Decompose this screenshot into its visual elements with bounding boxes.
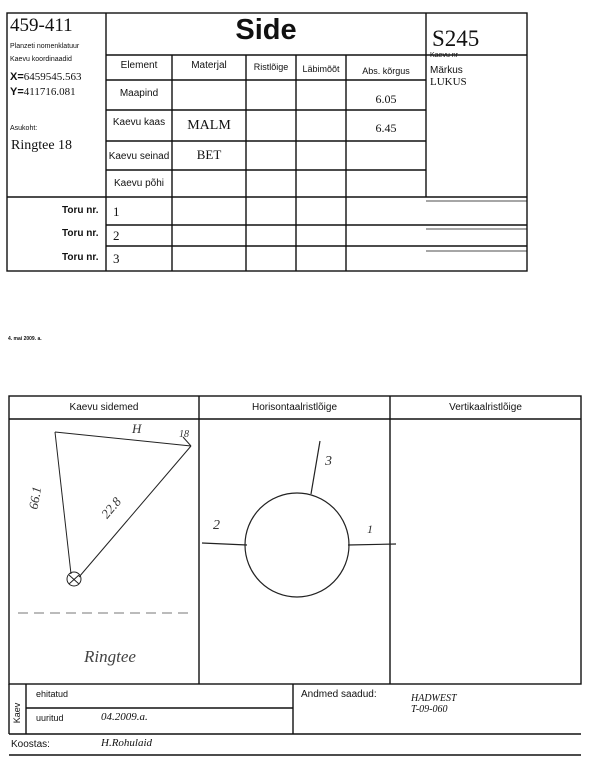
footer-side-label: Kaev [12, 702, 22, 724]
sheet-number-label: Planzeti nomenklatuur [10, 43, 80, 50]
y-coordinate: Y=411716.081 [10, 86, 76, 98]
col-diameter: Läbimõõt [302, 64, 340, 74]
data-received-value-2: T-09-060 [411, 704, 448, 715]
col-element: Element [120, 60, 158, 71]
col-cross-section: Ristlõige [253, 62, 289, 72]
location-value: Ringtee 18 [11, 138, 73, 153]
col-abs-height: Abs. kõrgus [362, 66, 410, 76]
x-coordinate: X=6459545.563 [10, 71, 82, 83]
notes-header: Märkus [430, 65, 463, 76]
pipe-label-1: Toru nr. [62, 205, 99, 216]
sketch-header-horizontal: Horisontaalristlõige [251, 402, 338, 413]
pipe-label-3: Toru nr. [62, 252, 99, 263]
compiled-label: Koostas: [11, 739, 50, 750]
row-material-2: MALM [187, 118, 231, 133]
sketch-label-side: 66.1 [25, 485, 45, 511]
surveyed-label: uuritud [36, 713, 64, 723]
horizontal-section-sketch [202, 441, 396, 597]
date-note: 4. mai 2009. a. [8, 336, 42, 342]
built-label: ehitatud [36, 689, 69, 699]
pipe-label-sketch-2: 2 [213, 518, 220, 533]
sketch-header-vertical: Vertikaalristlõige [449, 402, 522, 413]
row-abs-height-1: 6.05 [375, 92, 397, 106]
sheet-number: 459-411 [10, 15, 73, 36]
sketch-header-ties: Kaevu sidemed [69, 402, 139, 413]
pipe-number-1: 1 [113, 204, 120, 219]
well-number-label: Kaevu nr [430, 52, 459, 59]
pipe-number-2: 2 [113, 228, 120, 243]
compiled-value: H.Rohulaid [101, 737, 153, 749]
row-material-3: BET [196, 147, 222, 162]
pipe-number-3: 3 [113, 251, 120, 266]
sketch-label-diagonal: 22.8 [97, 494, 125, 522]
surveyed-value: 04.2009.a. [101, 711, 148, 723]
col-material: Materjal [191, 60, 227, 71]
data-received-value-1: HADWEST [411, 693, 457, 704]
coords-label: Kaevu koordinaadid [10, 56, 72, 63]
sketch-label-top: H [132, 421, 142, 436]
row-element-4: Kaevu põhi [113, 178, 165, 189]
pipe-label-2: Toru nr. [62, 228, 99, 239]
well-number: S245 [432, 26, 480, 51]
row-element-2: Kaevu kaas [112, 117, 166, 128]
pipe-label-sketch-3: 3 [325, 454, 332, 469]
row-abs-height-2: 6.45 [375, 121, 397, 135]
row-element-3: Kaevu seinad [108, 151, 170, 162]
notes-value: LUKUS [430, 76, 467, 88]
page-title: Side [235, 14, 297, 46]
location-label: Asukoht: [10, 125, 38, 132]
well-ties-sketch [55, 432, 191, 586]
sketch-label-corner: 18 [179, 429, 189, 440]
row-element-1: Maapind [119, 88, 159, 99]
pipe-label-sketch-1: 1 [367, 522, 373, 536]
data-received-label: Andmed saadud: [301, 689, 377, 700]
sketch-label-street: Ringtee [84, 647, 136, 666]
